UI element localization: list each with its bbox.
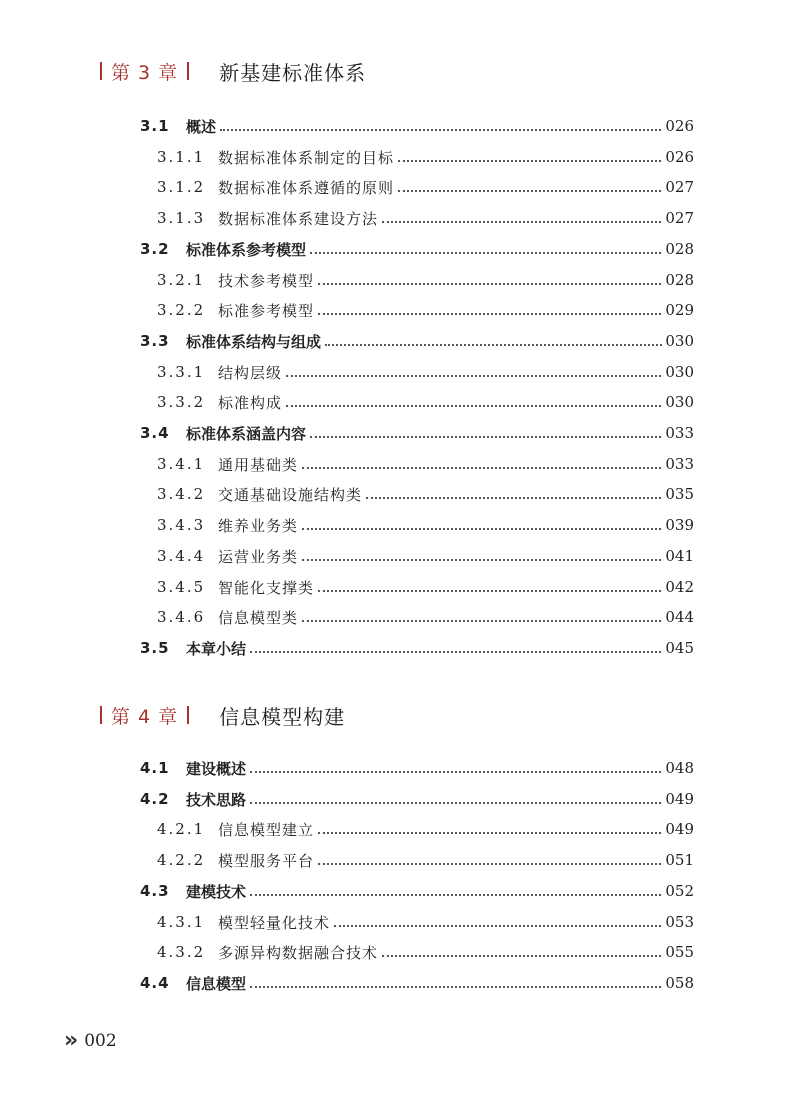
- toc-entry-title: 信息模型: [186, 974, 247, 993]
- toc-entry-title: 信息模型类: [218, 608, 299, 627]
- toc-entry-title: 技术参考模型: [218, 271, 315, 290]
- toc-entry-page: 026: [662, 148, 694, 166]
- chapter-header: [100, 700, 345, 730]
- toc-entry-4-2-1[interactable]: [0, 817, 790, 841]
- toc-leader-dots: [250, 801, 665, 804]
- toc-entry-title: 结构层级: [218, 363, 283, 382]
- toc-entry-page: 033: [662, 455, 694, 473]
- toc-entry-title: 标准参考模型: [218, 301, 315, 320]
- toc-entry-3-2-2[interactable]: [0, 298, 790, 322]
- toc-entry-page: 039: [662, 516, 694, 534]
- toc-entry-page: 045: [662, 639, 694, 657]
- toc-entry-title: 技术思路: [186, 790, 247, 809]
- chapter-title: 新基建标准体系: [219, 60, 367, 85]
- toc-entry-page: 049: [662, 820, 694, 838]
- toc-leader-dots: [325, 343, 665, 346]
- toc-entry-page: 028: [662, 271, 694, 289]
- toc-entry-title: 本章小结: [186, 639, 247, 658]
- toc-leader-dots: [398, 159, 665, 162]
- toc-leader-dots: [318, 282, 665, 285]
- toc-entry-number: 3.4.2: [157, 485, 206, 503]
- toc-entry-page: 030: [662, 393, 694, 411]
- toc-entry-title: 标准体系参考模型: [186, 240, 307, 259]
- toc-entry-number: 4.2.2: [157, 851, 206, 869]
- toc-entry-3-2-1[interactable]: [0, 268, 790, 292]
- toc-entry-page: 049: [662, 790, 694, 808]
- toc-entry-title: 信息模型建立: [218, 820, 315, 839]
- toc-entry-page: 028: [662, 240, 694, 258]
- toc-entry-number: 4.3.1: [157, 913, 206, 931]
- toc-entry-3-4[interactable]: [0, 421, 790, 445]
- toc-entry-title: 模型服务平台: [218, 851, 315, 870]
- toc-entry-page: 027: [662, 209, 694, 227]
- toc-entry-number: 3.1: [140, 117, 170, 135]
- toc-entry-title: 建设概述: [186, 759, 247, 778]
- toc-leader-dots: [250, 770, 665, 773]
- toc-entry-page: 033: [662, 424, 694, 442]
- toc-entry-number: 4.1: [140, 759, 170, 777]
- toc-entry-number: 3.1.3: [157, 209, 206, 227]
- toc-entry-3-4-1[interactable]: [0, 452, 790, 476]
- toc-entry-page: 044: [662, 608, 694, 626]
- toc-entry-title: 数据标准体系遵循的原则: [218, 178, 395, 197]
- toc-leader-dots: [302, 466, 665, 469]
- chapter-right-bar: [187, 62, 189, 80]
- toc-entry-page: 029: [662, 301, 694, 319]
- toc-entry-title: 标准体系涵盖内容: [186, 424, 307, 443]
- toc-entry-page: 030: [662, 332, 694, 350]
- toc-leader-dots: [382, 954, 665, 957]
- toc-entry-number: 3.3: [140, 332, 170, 350]
- toc-entry-page: 055: [662, 943, 694, 961]
- toc-leader-dots: [220, 128, 665, 131]
- toc-entry-title: 标准体系结构与组成: [186, 332, 322, 351]
- toc-entry-3-1-2[interactable]: [0, 175, 790, 199]
- toc-entry-page: 042: [662, 578, 694, 596]
- toc-entry-number: 4.2: [140, 790, 170, 808]
- toc-leader-dots: [250, 650, 665, 653]
- toc-entry-number: 3.1.2: [157, 178, 206, 196]
- toc-leader-dots: [366, 496, 665, 499]
- toc-entry-3-4-3[interactable]: [0, 513, 790, 537]
- toc-entry-title: 通用基础类: [218, 455, 299, 474]
- toc-entry-3-3[interactable]: [0, 329, 790, 353]
- toc-entry-page: 026: [662, 117, 694, 135]
- chapter-title: 信息模型构建: [219, 704, 346, 729]
- toc-leader-dots: [382, 220, 665, 223]
- toc-entry-title: 建模技术: [186, 882, 247, 901]
- toc-entry-title: 数据标准体系建设方法: [218, 209, 379, 228]
- toc-entry-4-2-2[interactable]: [0, 848, 790, 872]
- page-number: 002: [84, 1030, 117, 1051]
- toc-leader-dots: [302, 558, 665, 561]
- toc-entry-number: 3.2.2: [157, 301, 206, 319]
- toc-entry-title: 智能化支撑类: [218, 578, 315, 597]
- toc-entry-page: 052: [662, 882, 694, 900]
- toc-entry-4-4[interactable]: [0, 971, 790, 995]
- toc-entry-title: 数据标准体系制定的目标: [218, 148, 395, 167]
- toc-leader-dots: [250, 893, 665, 896]
- toc-leader-dots: [398, 189, 665, 192]
- toc-entry-page: 058: [662, 974, 694, 992]
- double-chevron-right-icon: »: [64, 1028, 77, 1053]
- toc-entry-4-2[interactable]: [0, 787, 790, 811]
- toc-leader-dots: [334, 924, 665, 927]
- toc-leader-dots: [310, 435, 665, 438]
- toc-entry-page: 030: [662, 363, 694, 381]
- toc-entry-number: 3.4: [140, 424, 170, 442]
- toc-entry-page: 027: [662, 178, 694, 196]
- toc-entry-3-2[interactable]: [0, 237, 790, 261]
- toc-entry-number: 3.3.2: [157, 393, 206, 411]
- toc-entry-4-3[interactable]: [0, 879, 790, 903]
- toc-entry-number: 4.4: [140, 974, 170, 992]
- toc-entry-number: 3.4.5: [157, 578, 206, 596]
- toc-entry-4-3-1[interactable]: [0, 910, 790, 934]
- toc-entry-page: 053: [662, 913, 694, 931]
- toc-leader-dots: [310, 251, 665, 254]
- toc-entry-number: 4.3: [140, 882, 170, 900]
- toc-entry-page: 035: [662, 485, 694, 503]
- toc-entry-4-3-2[interactable]: [0, 940, 790, 964]
- chapter-left-bar: [100, 62, 102, 80]
- chapter-left-bar: [100, 706, 102, 724]
- toc-entry-3-1-1[interactable]: [0, 145, 790, 169]
- page-footer: [64, 1028, 117, 1053]
- toc-entry-3-5[interactable]: [0, 636, 790, 660]
- chapter-header: [100, 56, 366, 86]
- chapter-label: 第 3 章: [111, 61, 179, 84]
- toc-entry-3-1[interactable]: [0, 114, 790, 138]
- toc-entry-number: 4.2.1: [157, 820, 206, 838]
- toc-entry-3-4-4[interactable]: [0, 544, 790, 568]
- toc-entry-title: 模型轻量化技术: [218, 913, 331, 932]
- toc-leader-dots: [318, 312, 665, 315]
- toc-leader-dots: [318, 831, 665, 834]
- toc-entry-3-3-1[interactable]: [0, 360, 790, 384]
- toc-leader-dots: [318, 862, 665, 865]
- toc-entry-page: 051: [662, 851, 694, 869]
- toc-leader-dots: [286, 404, 665, 407]
- toc-entry-number: 3.2.1: [157, 271, 206, 289]
- toc-leader-dots: [302, 619, 665, 622]
- toc-entry-title: 多源异构数据融合技术: [218, 943, 379, 962]
- toc-entry-title: 运营业务类: [218, 547, 299, 566]
- toc-entry-number: 3.1.1: [157, 148, 206, 166]
- toc-entry-number: 3.4.3: [157, 516, 206, 534]
- toc-entry-number: 3.4.1: [157, 455, 206, 473]
- toc-entry-number: 3.5: [140, 639, 170, 657]
- toc-entry-title: 概述: [186, 117, 217, 136]
- toc-entry-page: 048: [662, 759, 694, 777]
- toc-leader-dots: [302, 527, 665, 530]
- toc-leader-dots: [286, 374, 665, 377]
- toc-entry-title: 交通基础设施结构类: [218, 485, 363, 504]
- toc-entry-3-1-3[interactable]: [0, 206, 790, 230]
- toc-entry-number: 4.3.2: [157, 943, 206, 961]
- toc-leader-dots: [318, 589, 665, 592]
- toc-entry-title: 维养业务类: [218, 516, 299, 535]
- toc-leader-dots: [250, 985, 665, 988]
- toc-entry-number: 3.4.6: [157, 608, 206, 626]
- chapter-label: 第 4 章: [111, 705, 179, 728]
- toc-entry-number: 3.4.4: [157, 547, 206, 565]
- toc-entry-title: 标准构成: [218, 393, 283, 412]
- toc-entry-3-4-5[interactable]: [0, 575, 790, 599]
- toc-entry-3-4-2[interactable]: [0, 482, 790, 506]
- toc-entry-number: 3.3.1: [157, 363, 206, 381]
- toc-entry-4-1[interactable]: [0, 756, 790, 780]
- toc-entry-page: 041: [662, 547, 694, 565]
- toc-entry-3-4-6[interactable]: [0, 605, 790, 629]
- toc-entry-3-3-2[interactable]: [0, 390, 790, 414]
- chapter-right-bar: [187, 706, 189, 724]
- toc-entry-number: 3.2: [140, 240, 170, 258]
